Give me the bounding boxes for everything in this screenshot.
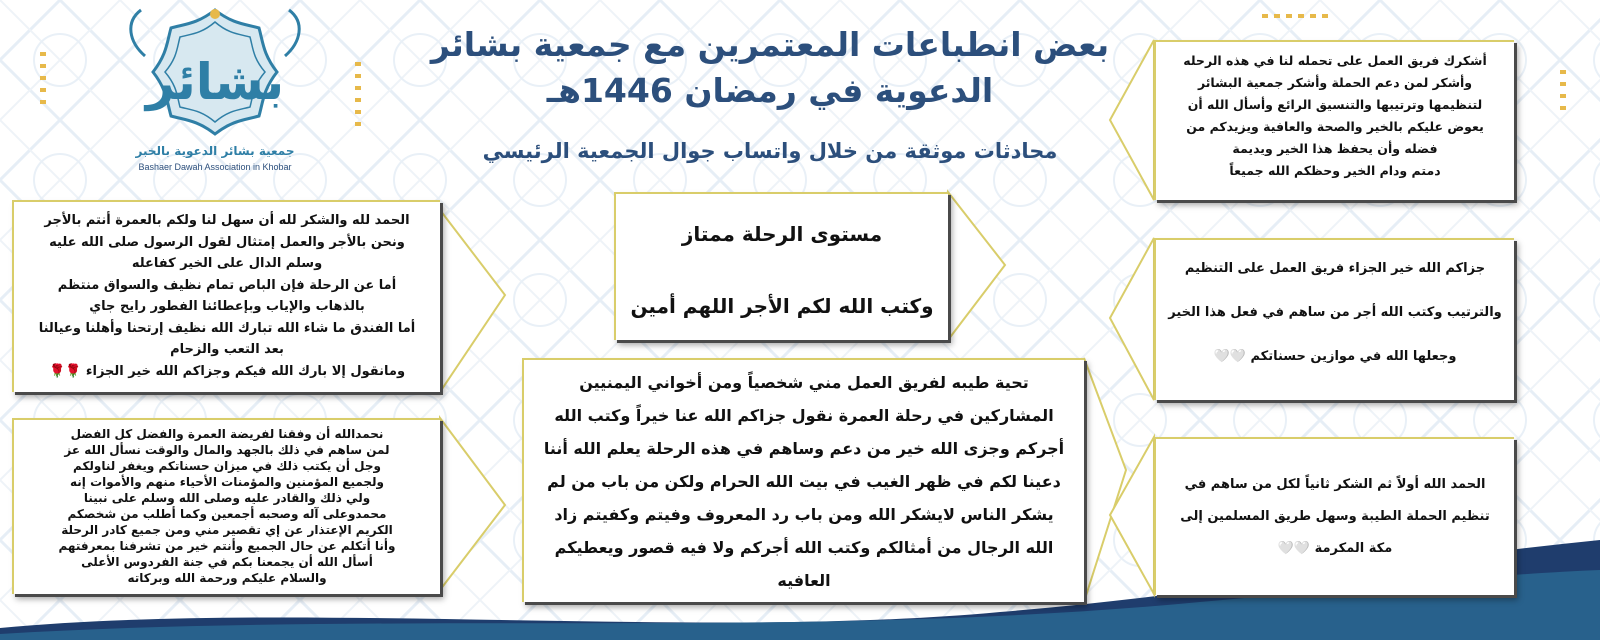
testimonial-card-center-bottom [522,358,1084,602]
testimonial-card-bottom-right [1154,437,1514,595]
testimonial-text: نحمدالله أن وفقنا لفريضة العمرة والفضل كل الفضل لمن ساهم في ذلك بالجهد والمال والوقت نسأل الله عز وجل أن يكتب ذلك في ميزان حسناتكم ويغفر لناولكم ولجميع المؤمنين والمؤمنات الأحياء منهم والأموات إنه ولي ذلك والقادر عليه وصلى الله وسلم على نبينا محمدوعلى آله وصحبه أجمعين وكما أطلب من شخصكم الكريم الإعتذار عن إي تقصير مني ومن جميع كادر الرحلة وأنا أتكلم عن حال الجميع وأنتم خير من تشرفنا بمعرفتهم أسأل الله أن يجمعنا بكم في جنة الفردوس الأعلى والسلام عليكم ورحمة الله وبركاته [58,427,396,585]
testimonial-card-mid-right [1154,238,1514,400]
logo-name: بشائر [145,53,285,111]
testimonial-text: الحمد الله أولاً ثم الشكر ثانياً لكل من ساهم في تنظيم الحملة الطيبة وسهل طريق المسلمين إلى مكة المكرمة 🤍🤍 [1180,477,1490,556]
page-title: بعض انطباعات المعتمرين مع جمعية بشائر الدعوية في رمضان 1446هـ [430,25,1110,110]
testimonial-card-bottom-left [12,418,440,594]
testimonial-card-top-right [1154,40,1514,200]
testimonial-card-center-top [614,192,948,340]
testimonial-text: أشكرك فريق العمل على تحمله لنا في هذه الرحله وأشكر لمن دعم الحملة وأشكر جمعية البشائر لتنظيمها وترتيبها والتنسيق الرائع وأسأل الله أن يعوض عليكم بالخير والصحة والعافية ويزيدكم من فضله وأن يحفظ هذا الخير ويديمة دمتم ودام الخير وحظكم الله جميعاً [1183,53,1487,178]
logo-org-en: Bashaer Dawah Association in Khobar [138,162,292,172]
page-subtitle: محادثات موثقة من خلال واتساب جوال الجمعية الرئيسي [482,139,1058,163]
testimonial-text: تحية طيبه لفريق العمل مني شخصياً ومن أخواني اليمنيين المشاركين في رحلة العمرة نقول جزاكم الله عنا خيراً وكتب الله أجركم وجزى الله خير من دعم وساهم في هذه الرحلة يعلم الله أننا دعينا لكم في ظهر الغيب في بيت الله الحرام ولكن من باب من لم يشكر الناس لايشكر الله ومن باب رد المعروف وفيتم وكفيتم زاد الله الرجال من أمثالكم وكتب الله أجركم ولا فيه قصور ويعطيكم العافيه [543,373,1065,590]
testimonial-text: الحمد لله والشكر لله أن سهل لنا ولكم بالعمرة أنتم بالأجر ونحن بالأجر والعمل إمتثال لقول الرسول صلى الله عليه وسلم الدال على الخير كفاعله أما عن الرحلة فإن الباص تمام نظيف والسواق منتظم بالذهاب والإياب وبإعطائنا الفطور رايح جاي أما الفندق ما شاء الله تبارك الله نظيف إرتحنا وأهلنا وعيالنا بعد التعب والزحام ومانقول إلا بارك الله فيكم وجزاكم الله خير الجزاء 🌹🌹 [38,213,416,379]
testimonial-card-top-left [12,200,440,392]
testimonial-text: مستوى الرحلة ممتاز وكتب الله لكم الأجر اللهم أمين [630,222,934,318]
logo [115,6,315,176]
testimonial-text: جزاكم الله خير الجزاء فريق العمل على التنظيم والترتيب وكتب الله أجر من ساهم في فعل هذا الخير وجعلها الله في موازين حسناتكم 🤍🤍 [1168,261,1502,364]
logo-org-ar: جمعية بشائر الدعوية بالخبر [135,144,295,158]
